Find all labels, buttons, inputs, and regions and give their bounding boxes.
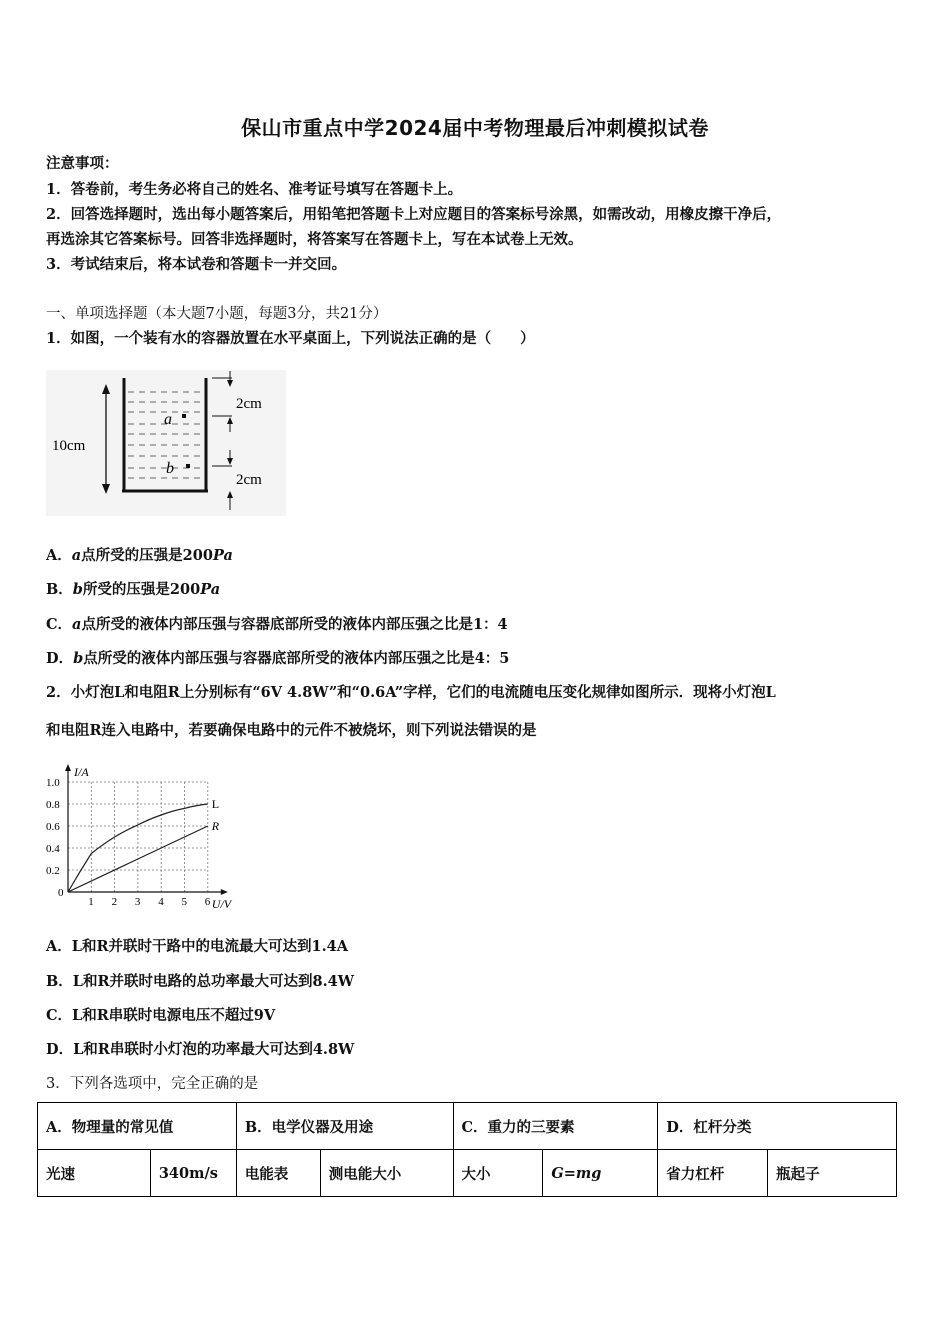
table-cell: 光速 [38, 1150, 151, 1197]
table-cell: 电能表 [236, 1150, 320, 1197]
table-header-cell: C．重力的三要素 [453, 1103, 658, 1150]
notice-item: 2．回答选择题时，选出每小题答案后，用铅笔把答题卡上对应题目的答案标号涂黑，如需改动，用橡皮擦干净后， [46, 206, 782, 223]
question-2-option-d: D．L和R串联时小灯泡的功率最大可达到4.8W [46, 1041, 355, 1058]
x-tick-label: 6 [204, 896, 211, 908]
y-tick-label: 0.4 [46, 843, 60, 855]
x-axis-arrow [221, 889, 228, 895]
x-tick-label: 5 [181, 896, 187, 908]
series-label-L: L [211, 797, 220, 811]
question-1-option-d: D．b点所受的液体内部压强与容器底部所受的液体内部压强之比是4：5 [46, 650, 510, 667]
iv-chart [44, 760, 254, 915]
y-tick-label: 0.8 [46, 799, 60, 811]
table-cell: G=mg [543, 1150, 658, 1197]
table-header-cell: A．物理量的常见值 [38, 1103, 237, 1150]
table-cell: 测电能大小 [320, 1150, 453, 1197]
x-tick-label: 2 [111, 896, 118, 908]
question-1-option-b: B．b所受的压强是200Pa [46, 581, 221, 598]
table-cell: 瓶起子 [768, 1150, 897, 1197]
point-b-label: b [166, 460, 174, 477]
y-axis-label: I/A [74, 765, 89, 779]
question-2-option-a: A．L和R并联时干路中的电流最大可达到1.4A [46, 938, 348, 955]
table-cell: 大小 [453, 1150, 543, 1197]
section-heading: 一、单项选择题（本大题7小题，每题3分，共21分） [46, 306, 388, 322]
bottom-height-label: 2cm [236, 472, 262, 488]
question-2-option-c: C．L和R串联时电源电压不超过9V [46, 1007, 276, 1024]
notice-item: 3．考试结束后，将本试卷和答题卡一并交回。 [46, 256, 347, 273]
y-tick-label: 1.0 [46, 777, 60, 789]
table-header-row [38, 1103, 897, 1150]
table-cell: 省力杠杆 [658, 1150, 768, 1197]
notice-item: 1．答卷前，考生务必将自己的姓名、准考证号填写在答题卡上。 [46, 181, 463, 198]
y-axis-arrow [65, 764, 71, 771]
options-table [37, 1102, 897, 1197]
x-tick-label: 4 [158, 896, 164, 908]
page-title: 保山市重点中学2024届中考物理最后冲刺模拟试卷 [241, 116, 709, 140]
question-1-option-c: C．a点所受的液体内部压强与容器底部所受的液体内部压强之比是1：4 [46, 616, 508, 633]
point-b-dot [186, 464, 190, 468]
table-header-cell: D．杠杆分类 [658, 1103, 897, 1150]
series-label-R: R [211, 819, 220, 833]
table-cell: 340m/s [150, 1150, 236, 1197]
x-tick-label: 3 [134, 896, 141, 908]
notice-heading: 注意事项： [46, 155, 119, 172]
y-tick-label: 0.6 [46, 821, 60, 833]
question-2-stem-line1: 2．小灯泡L和电阻R上分别标有“6V 4.8W”和“0.6A”字样，它们的电流随电压变化规律如图所示．现将小灯泡L [46, 684, 776, 701]
table-header-cell: B．电学仪器及用途 [236, 1103, 453, 1150]
table-row [38, 1150, 897, 1197]
point-a-label: a [164, 411, 172, 428]
height-label: 10cm [52, 438, 86, 454]
x-axis-label: U/V [211, 897, 232, 911]
question-3-stem: 3．下列各选项中，完全正确的是 [46, 1076, 259, 1092]
y-tick-label: 0.2 [46, 865, 60, 877]
question-2-option-b: B．L和R并联时电路的总功率最大可达到8.4W [46, 973, 355, 990]
top-depth-label: 2cm [236, 396, 262, 412]
question-1-stem: 1．如图，一个装有水的容器放置在水平桌面上，下列说法正确的是（ ） [46, 330, 535, 347]
question-1-option-a: A．a点所受的压强是200Pa [46, 547, 233, 564]
x-tick-label: 1 [88, 896, 94, 908]
notice-item: 再选涂其它答案标号。回答非选择题时，将答案写在答题卡上，写在本试卷上无效。 [46, 231, 583, 248]
point-a-dot [182, 414, 186, 418]
origin-label: 0 [58, 887, 64, 899]
question-2-stem-line2: 和电阻R连入电路中，若要确保电路中的元件不被烧坏，则下列说法错误的是 [46, 722, 537, 739]
container-figure [46, 370, 286, 516]
